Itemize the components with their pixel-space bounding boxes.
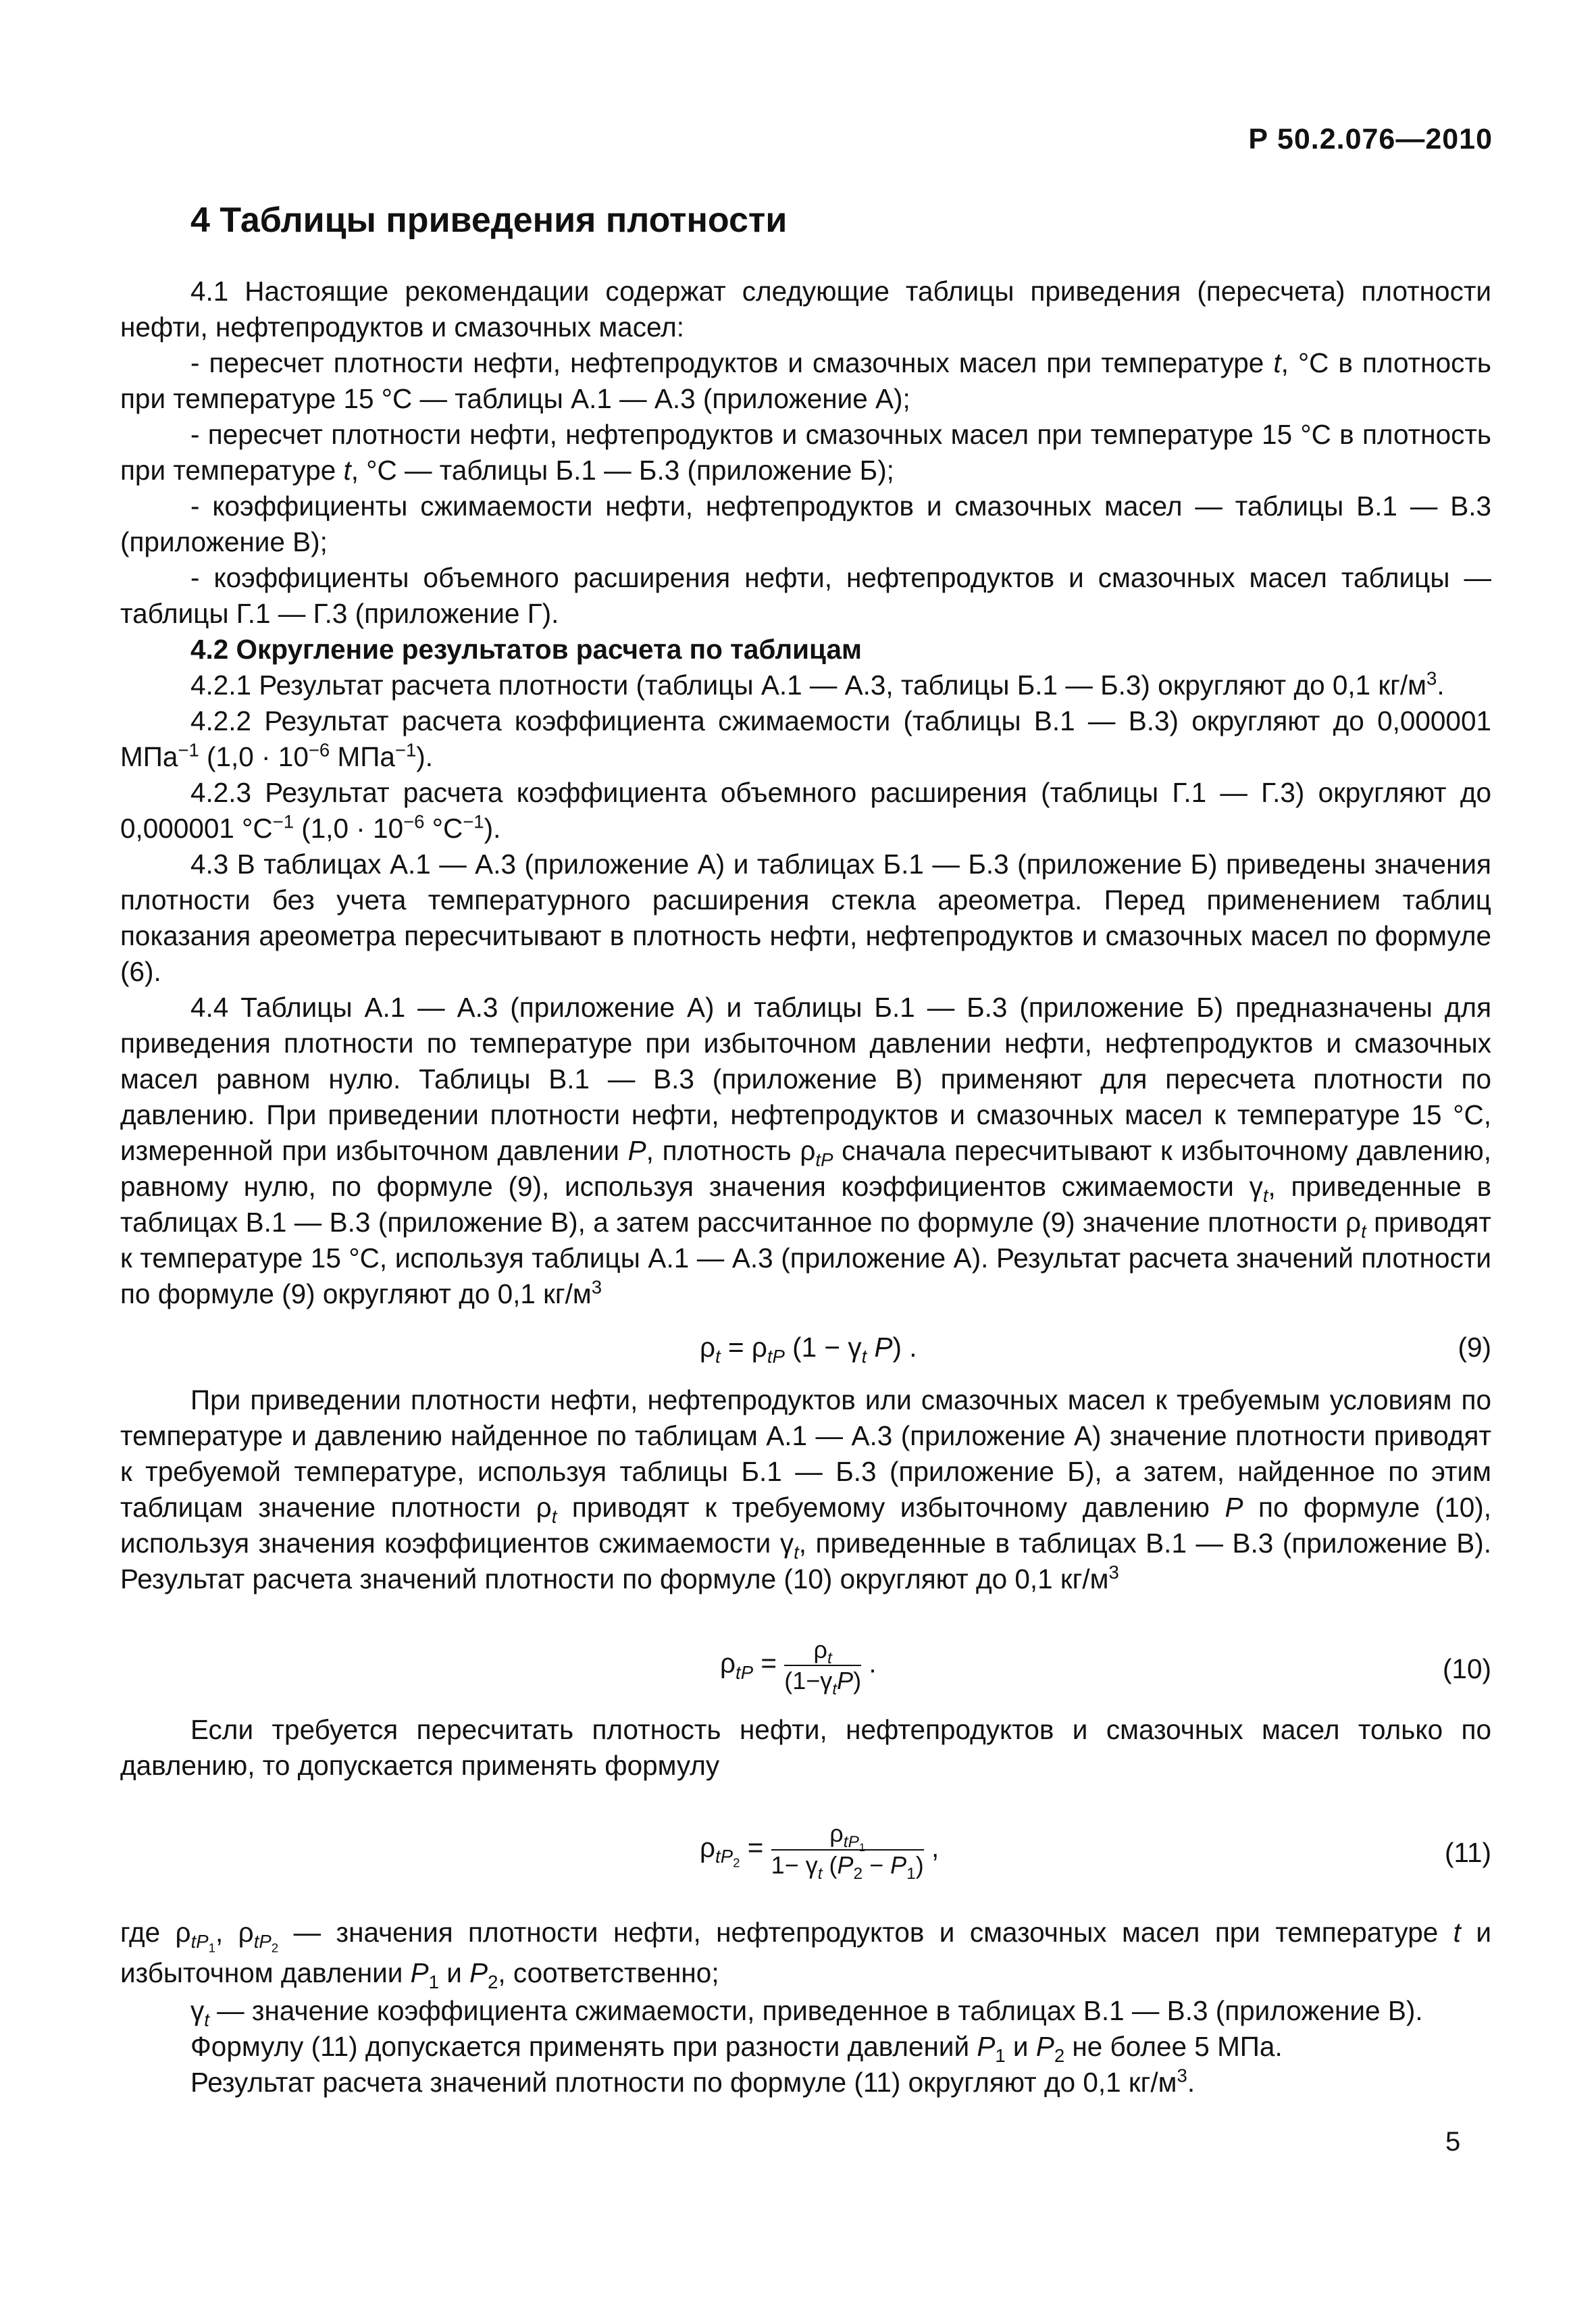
paragraph-4-3: 4.3 В таблицах А.1 — А.3 (приложение А) и таблицах Б.1 — Б.3 (приложение Б) приведены значения плотности без учета температурного расширения стекла ареометра. Перед применением таблиц показания ареометра пересчитывают в плотность нефти, нефтепродуктов и смазочных масел по формуле (6). (120, 849, 1491, 987)
formula-11-number: (11) (1444, 1837, 1491, 1868)
bullet-4: - коэффициенты объемного расширения нефти, нефтепродуктов и смазочных масел таблицы — таблицы Г.1 — Г.3 (приложение Г). (120, 562, 1491, 629)
paragraph-4-4: 4.4 Таблицы А.1 — А.3 (приложение А) и таблицы Б.1 — Б.3 (приложение Б) предназначены для приведения плотности по температуре при избыточном давлении нефти, нефтепродуктов и смазочных масел равном нулю. Таблицы В.1 — В.3 (приложение В) применяют для пересчета плотности по давлению. При приведении плотности нефти, нефтепродуктов и смазочных масел к температуре 15 °С, измеренной при избыточном давлении P, плотность $\rho_{tP}$ сначала пересчитывают к избыточному давлению, равному нулю, по формуле (9), используя значения коэффициентов сжимаемости $\gamma_t$, приведенные в таблицах В.1 — В.3 (приложение В), а затем рассчитанное по формуле (9) значение плотности $\rho_t$ приводят к температуре 15 °С, используя таблицы А.1 — А.3 (приложение А). Результат расчета значений плотности по формуле (9) округляют до 0,1 $кг/м^3$ (120, 992, 1491, 1309)
formula-9-number: (9) (1458, 1332, 1491, 1363)
gamma-definition: $\gamma_t$ — значение коэффициента сжимаемости, приведенное в таблицах В.1 — В.3 (приложение В). (190, 1995, 1423, 2031)
paragraph-4-1: 4.1 Настоящие рекомендации содержат следующие таблицы приведения (пересчета) плотности нефти, нефтепродуктов и смазочных масел: (120, 276, 1491, 343)
heading-4-2: 4.2 Округление результатов расчета по таблицам (190, 634, 862, 665)
document-body (120, 274, 1491, 2101)
bullet-2: - пересчет плотности нефти, нефтепродуктов и смазочных масел при температуре 15 °С в плотность при температуре t, °С — таблицы Б.1 — Б.3 (приложение Б); (120, 419, 1491, 486)
section-title: 4 Таблицы приведения плотности (190, 201, 788, 240)
formula-10-expression: $\rho_{tP}$ = $\frac{\rho_t}{(1-\gamma_tP)}$ . (720, 1636, 877, 1699)
bullet-1: - пересчет плотности нефти, нефтепродуктов и смазочных масел при температуре t, °С в плотность при температуре 15 °С — таблицы А.1 — А.3 (приложение А); (120, 347, 1491, 414)
formula-11-condition: Формулу (11) допускается применять при разности давлений $P_1$ и $P_2$ не более 5 МПа. (190, 2031, 1283, 2067)
formula-9 (120, 1317, 1491, 1370)
formula-9-expression: $\rho_t = \rho_{tP}$ ($1 - \gamma_t$ P) . (700, 1332, 917, 1367)
formula-11 (120, 1784, 1491, 1912)
formula-11-rounding: Результат расчета значений плотности по формуле (11) округляют до 0,1 $кг/м^3$. (190, 2065, 1195, 2098)
bullet-3: - коэффициенты сжимаемости нефти, нефтепродуктов и смазочных масел — таблицы В.1 — В.3 (приложение В); (120, 491, 1491, 557)
formula-10-number: (10) (1442, 1653, 1491, 1684)
paragraph-4-2-3: 4.2.3 Результат расчета коэффициента объемного расширения (таблицы Г.1 — Г.3) округляют до 0,000001 $^\circ С^{-1}$ ($1,0 \cdot 10^{-6}$ $^\circ С^{-1}$). (120, 777, 1491, 844)
paragraph-4-5: При приведении плотности нефти, нефтепродуктов или смазочных масел к требуемым условиям по температуре и давлению найденное по таблицам А.1 — А.3 (приложение А) значение плотности приводят к требуемой температуре, используя таблицы Б.1 — Б.3 (приложение Б), а затем, найденное по этим таблицам значение плотности $\rho_t$ приводят к требуемому избыточному давлению P по формуле (10), используя значения коэффициентов сжимаемости $\gamma_t$, приведенные в таблицах В.1 — В.3 (приложение В). Результат расчета значений плотности по формуле (10) округляют до 0,1 $кг/м^3$ (120, 1384, 1491, 1594)
formula-11-expression: $\rho_{tP_2}$ = $\frac{\rho_{tP_1}}{1- \gamma_t (P_2 - P_1)}$ , (700, 1819, 939, 1884)
paragraph-4-2-1: 4.2.1 Результат расчета плотности (таблицы А.1 — А.3, таблицы Б.1 — Б.3) округляют до 0,1 $кг/м^3$. (190, 668, 1445, 701)
page-number: 5 (1445, 2127, 1461, 2157)
document-id: Р 50.2.076—2010 (1248, 123, 1493, 155)
paragraph-4-6: Если требуется пересчитать плотность нефти, нефтепродуктов и смазочных масел только по давлению, то допускается применять формулу (120, 1714, 1491, 1781)
paragraph-4-2-2: 4.2.2 Результат расчета коэффициента сжимаемости (таблицы В.1 — В.3) округляют до 0,000001 МПа$^{-1}$ ($1,0 \cdot 10^{-6}$ МПа$^{-1}$). (120, 705, 1491, 772)
where-clause: где $\rho_{tP_1}$, $\rho_{tP_2}$ — значения плотности нефти, нефтепродуктов и смазочных масел при температуре t и избыточном давлении $P_1$ и $P_2$, соответственно; (120, 1917, 1491, 1993)
formula-10 (120, 1597, 1491, 1712)
